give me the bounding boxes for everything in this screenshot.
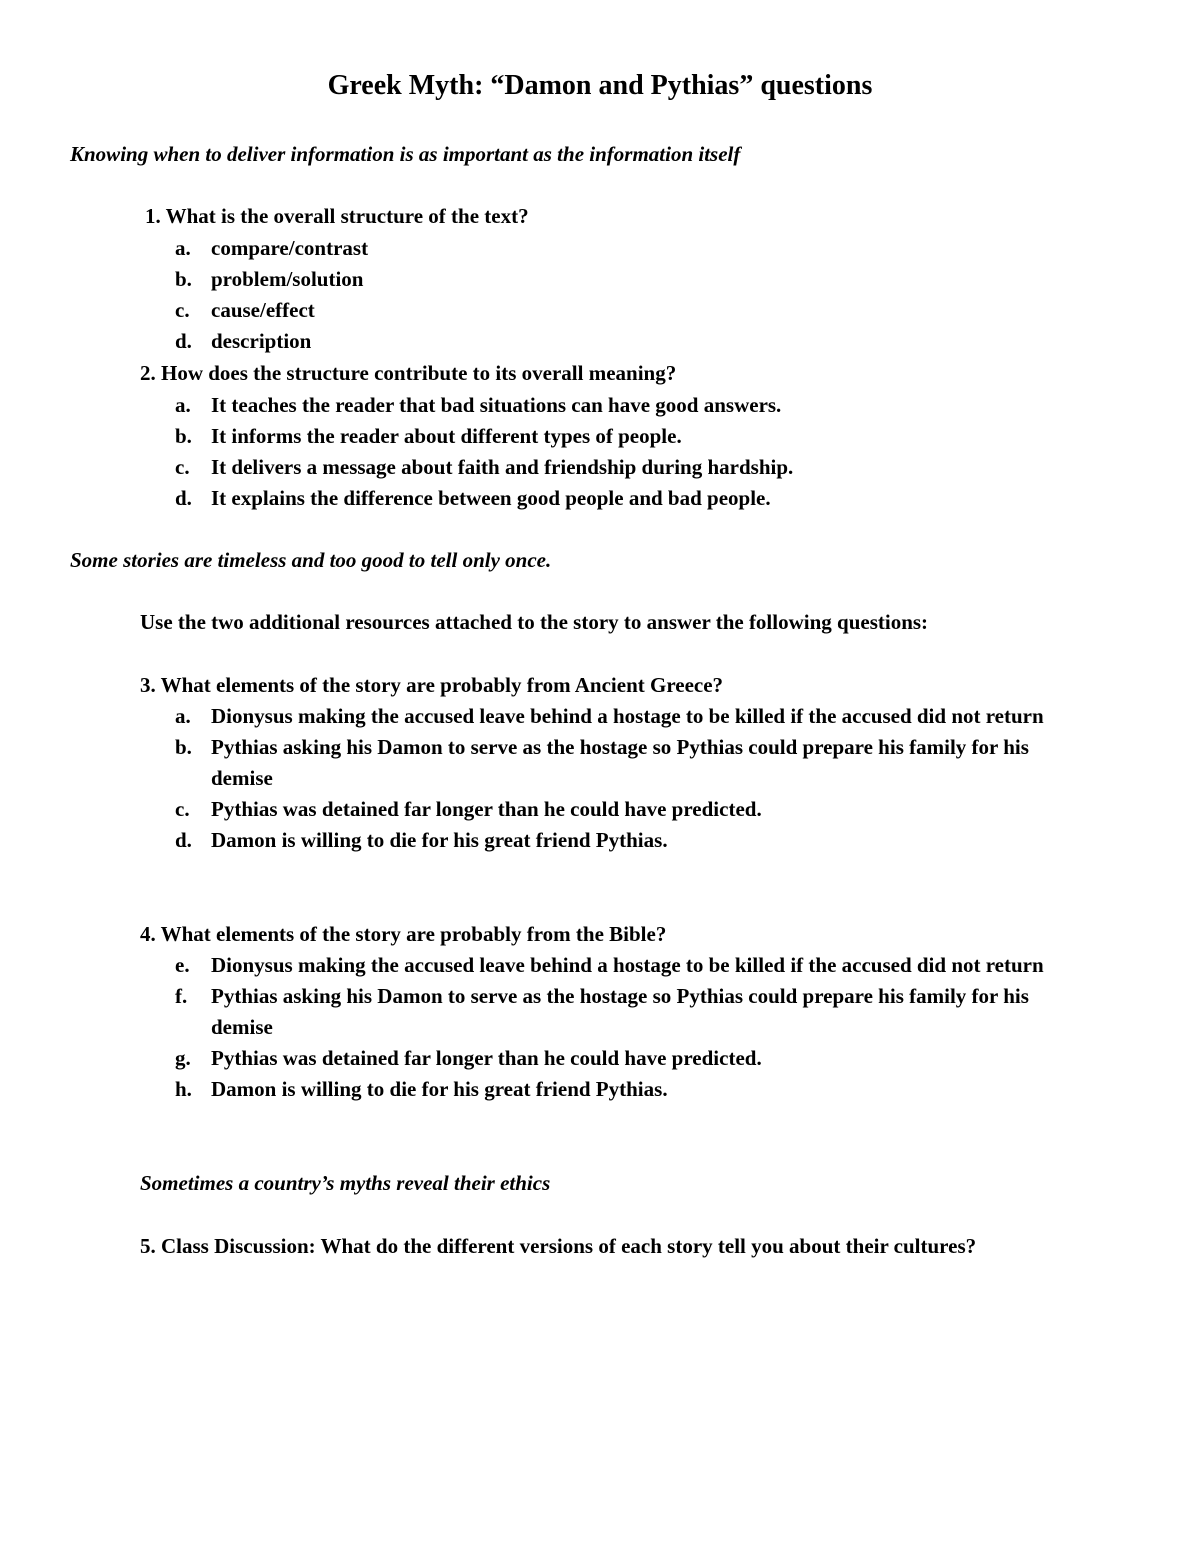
option-item [175, 1074, 1065, 1105]
option-item [175, 1043, 1065, 1074]
question-4-options [175, 950, 1065, 1105]
option-text: Damon is willing to die for his great friend Pythias. [211, 1077, 668, 1101]
option-item [175, 825, 1065, 856]
option-letter: a. [175, 236, 191, 260]
section-heading-2: Some stories are timeless and too good to tell only once. [70, 548, 552, 572]
option-letter: c. [175, 455, 190, 479]
option-text: problem/solution [211, 267, 364, 291]
question-4: 4. What elements of the story are probably from the Bible? [140, 922, 667, 946]
option-item [175, 483, 1065, 514]
option-letter: d. [175, 486, 192, 510]
option-text: Dionysus making the accused leave behind a hostage to be killed if the accused did not return [211, 953, 1044, 977]
option-text: It delivers a message about faith and friendship during hardship. [211, 455, 794, 479]
question-2-options [175, 390, 1065, 514]
option-letter: b. [175, 735, 192, 759]
question-3: 3. What elements of the story are probably from Ancient Greece? [140, 673, 724, 697]
option-item [175, 981, 1065, 1043]
option-text: It informs the reader about different types of people. [211, 424, 682, 448]
option-letter: f. [175, 984, 188, 1008]
question-1-options [175, 233, 1065, 357]
option-text: Pythias asking his Damon to serve as the hostage so Pythias could prepare his family for his demise [211, 735, 1029, 790]
option-item [175, 732, 1065, 794]
question-2: 2. How does the structure contribute to its overall meaning? [140, 361, 677, 385]
question-1: 1. What is the overall structure of the text? [145, 204, 529, 228]
option-letter: d. [175, 329, 192, 353]
option-text: It teaches the reader that bad situations can have good answers. [211, 393, 782, 417]
question-3-options [175, 701, 1065, 856]
option-item [175, 452, 1065, 483]
option-letter: b. [175, 424, 192, 448]
option-letter: h. [175, 1077, 192, 1101]
section-heading-1: Knowing when to deliver information is as important as the information itself [70, 142, 741, 166]
option-letter: g. [175, 1046, 191, 1070]
option-letter: a. [175, 704, 191, 728]
option-text: Pythias was detained far longer than he could have predicted. [211, 1046, 762, 1070]
page-title: Greek Myth: “Damon and Pythias” questions [327, 70, 873, 101]
option-item [175, 794, 1065, 825]
section-heading-3: Sometimes a country’s myths reveal their ethics [140, 1171, 551, 1195]
option-text: compare/contrast [211, 236, 369, 260]
option-text: It explains the difference between good people and bad people. [211, 486, 771, 510]
option-letter: b. [175, 267, 192, 291]
option-item [175, 295, 1065, 326]
option-item [175, 701, 1065, 732]
option-letter: c. [175, 797, 190, 821]
option-letter: a. [175, 393, 191, 417]
option-letter: c. [175, 298, 190, 322]
option-text: Pythias asking his Damon to serve as the hostage so Pythias could prepare his family for his demise [211, 984, 1029, 1039]
option-letter: e. [175, 953, 190, 977]
option-text: cause/effect [211, 298, 315, 322]
option-text: description [211, 329, 312, 353]
option-letter: d. [175, 828, 192, 852]
option-item [175, 326, 1065, 357]
option-item [175, 950, 1065, 981]
option-item [175, 233, 1065, 264]
option-item [175, 264, 1065, 295]
option-text: Damon is willing to die for his great friend Pythias. [211, 828, 668, 852]
option-text: Pythias was detained far longer than he could have predicted. [211, 797, 762, 821]
instruction-text: Use the two additional resources attached to the story to answer the following questions: [140, 610, 929, 634]
option-item [175, 421, 1065, 452]
option-item [175, 390, 1065, 421]
option-text: Dionysus making the accused leave behind a hostage to be killed if the accused did not return [211, 704, 1044, 728]
question-5: 5. Class Discussion: What do the different versions of each story tell you about their cultures? [140, 1234, 977, 1258]
